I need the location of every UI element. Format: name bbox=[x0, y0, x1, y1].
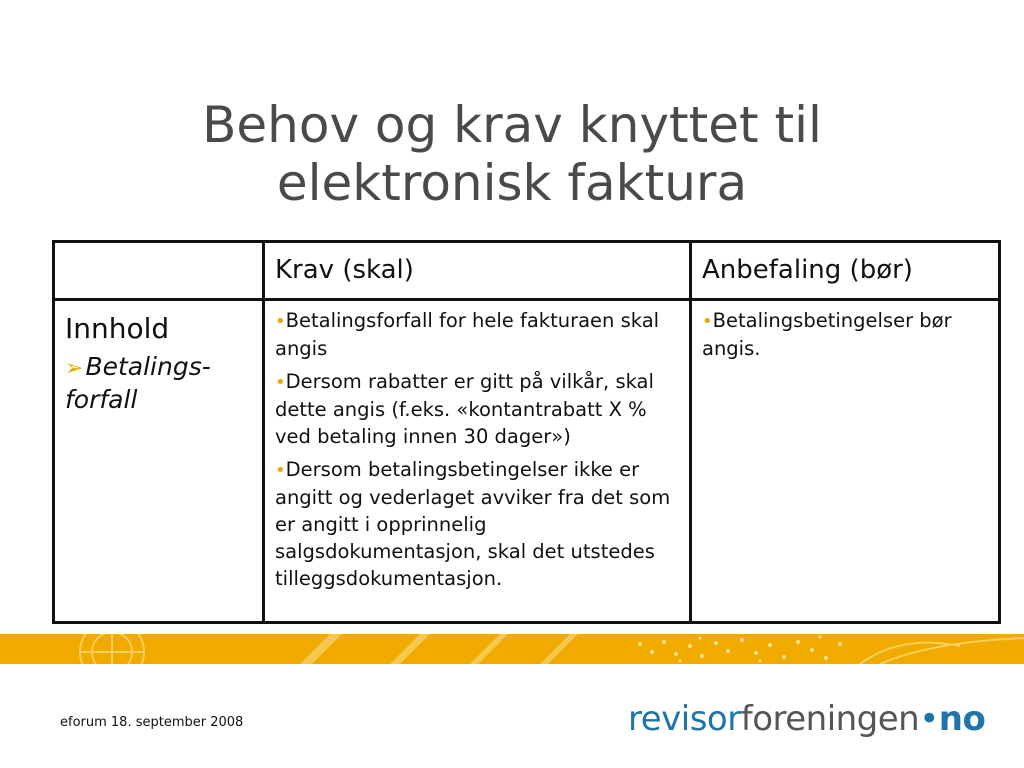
table-header-row bbox=[54, 242, 1000, 300]
slide-title-line-1: Behov og krav knyttet til bbox=[202, 96, 822, 154]
krav-bullet-text: Betalingsforfall for hele fakturaen skal angis bbox=[275, 309, 660, 360]
logo-dot: • bbox=[919, 699, 939, 739]
footer-date: eforum 18. september 2008 bbox=[60, 715, 244, 730]
krav-bullet-2 bbox=[275, 368, 681, 450]
requirements-table bbox=[52, 240, 1001, 624]
anbefaling-cell bbox=[691, 300, 1000, 623]
logo-part-revisor: revisor bbox=[628, 699, 741, 739]
anbefaling-bullet-text: Betalingsbetingelser bør angis. bbox=[702, 309, 952, 360]
dot-bullet-icon: • bbox=[275, 311, 286, 332]
header-cell-empty bbox=[54, 242, 264, 300]
decorative-band bbox=[0, 634, 1024, 664]
arrow-bullet-icon: ➢ bbox=[65, 356, 84, 381]
topic-title: Innhold bbox=[65, 312, 170, 345]
krav-bullet-3 bbox=[275, 456, 681, 592]
slide-title-line-2: elektronisk faktura bbox=[276, 154, 748, 212]
logo-part-foreningen: foreningen bbox=[740, 699, 920, 739]
krav-cell bbox=[264, 300, 691, 623]
subtopic-text: Betalings-forfall bbox=[65, 352, 211, 414]
topic-cell bbox=[54, 300, 264, 623]
krav-bullet-text: Dersom rabatter er gitt på vilkår, skal dette angis (f.eks. «kontantrabatt X % ved betaling innen 30 dager») bbox=[275, 370, 654, 448]
dot-bullet-icon: • bbox=[702, 311, 713, 332]
subtopic bbox=[65, 351, 256, 415]
dot-bullet-icon: • bbox=[275, 460, 286, 481]
krav-bullet-text: Dersom betalingsbetingelser ikke er angitt og vederlaget avviker fra det som er angitt i opprinnelig salgsdokumentasjon, skal det utstedes tilleggsdokumentasjon. bbox=[275, 458, 671, 590]
header-cell-anbefaling: Anbefaling (bør) bbox=[691, 242, 1000, 300]
logo-part-no: no bbox=[938, 699, 986, 739]
header-cell-krav: Krav (skal) bbox=[264, 242, 691, 300]
slide-title bbox=[0, 96, 1024, 212]
anbefaling-bullet-1 bbox=[702, 307, 990, 362]
krav-bullet-1 bbox=[275, 307, 681, 362]
revisorforeningen-logo bbox=[628, 699, 985, 739]
table-row bbox=[54, 300, 1000, 623]
dot-bullet-icon: • bbox=[275, 372, 286, 393]
decorative-band-graphic bbox=[0, 634, 1024, 664]
